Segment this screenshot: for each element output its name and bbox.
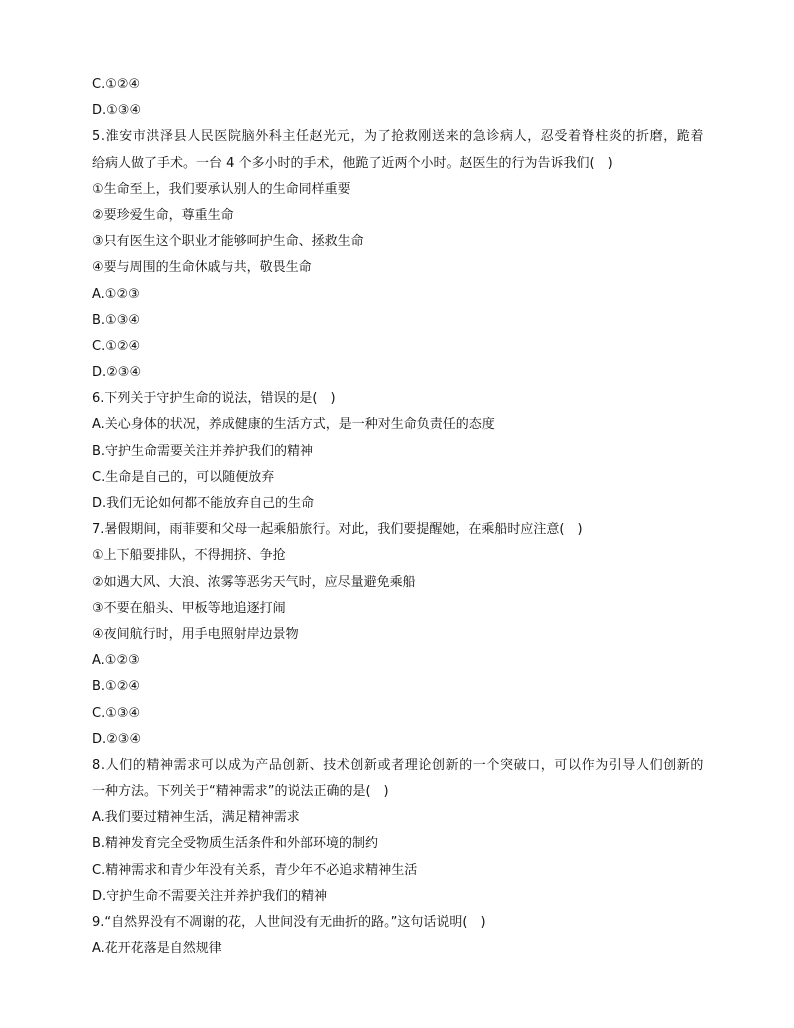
question-8-text-cont: 一种方法。下列关于“精神需求”的说法正确的是( ) (92, 784, 389, 800)
statement-line: ①上下船要排队，不得拥挤、争抢 (92, 548, 286, 564)
statement-line: ③不要在船头、甲板等地追逐打闹 (92, 600, 286, 616)
option-line: B.精神发育完全受物质生活条件和外部环境的制约 (92, 836, 379, 852)
statement-line: ②如遇大风、大浪、浓雾等恶劣天气时，应尽量避免乘船 (92, 574, 416, 590)
option-line: B.守护生命需要关注并养护我们的精神 (92, 443, 314, 459)
option-line: B.①②④ (92, 679, 141, 695)
question-5-text: 5.淮安市洪泽县人民医院脑外科主任赵光元，为了抢救刚送来的急诊病人，忍受着脊柱炎的折磨，跪着 (92, 129, 705, 145)
option-line: D.我们无论如何都不能放弃自己的生命 (92, 496, 315, 511)
statement-line: ④要与周围的生命休戚与共，敬畏生命 (92, 260, 312, 276)
option-line: D.①③④ (92, 103, 142, 119)
option-line: C.①②④ (92, 338, 141, 354)
option-line: A.花开花落是自然规律 (92, 941, 222, 957)
question-8-text: 8.人们的精神需求可以成为产品创新、技术创新或者理论创新的一个突破口，可以作为引导人们创新的 (92, 757, 705, 773)
statement-line: ④夜间航行时，用手电照射岸边景物 (92, 626, 299, 642)
question-6-text: 6.下列关于守护生命的说法，错误的是( ) (92, 391, 336, 407)
option-line: C.精神需求和青少年没有关系，青少年不必追求精神生活 (92, 862, 418, 878)
option-line: C.①③④ (92, 705, 141, 721)
question-9-text: 9.“自然界没有不凋谢的花，人世间没有无曲折的路。”这句话说明( ) (92, 915, 486, 930)
question-7-text: 7.暑假期间，雨菲要和父母一起乘船旅行。对此，我们要提醒她，在乘船时应注意( ) (92, 522, 583, 538)
option-line: B.①③④ (92, 312, 141, 328)
option-line: A.①②③ (92, 653, 140, 669)
statement-line: ①生命至上，我们要承认别人的生命同样重要 (92, 181, 351, 197)
option-line: D.②③④ (92, 365, 142, 381)
document-page (92, 72, 712, 962)
option-line: A.①②③ (92, 286, 140, 302)
statement-line: ③只有医生这个职业才能够呵护生命、拯救生命 (92, 234, 364, 250)
option-line: D.守护生命不需要关注并养护我们的精神 (92, 888, 328, 904)
option-line: A.我们要过精神生活，满足精神需求 (92, 810, 300, 826)
option-line: C.生命是自己的，可以随便放弃 (92, 469, 275, 485)
statement-line: ②要珍爱生命，尊重生命 (92, 207, 234, 223)
question-5-text-cont: 给病人做了手术。一台 4 个多小时的手术，他跪了近两个小时。赵医生的行为告诉我们( ) (92, 155, 613, 171)
option-line: A.关心身体的状况，养成健康的生活方式，是一种对生命负责任的态度 (92, 417, 495, 433)
option-line: C.①②④ (92, 77, 141, 92)
option-line: D.②③④ (92, 731, 142, 747)
